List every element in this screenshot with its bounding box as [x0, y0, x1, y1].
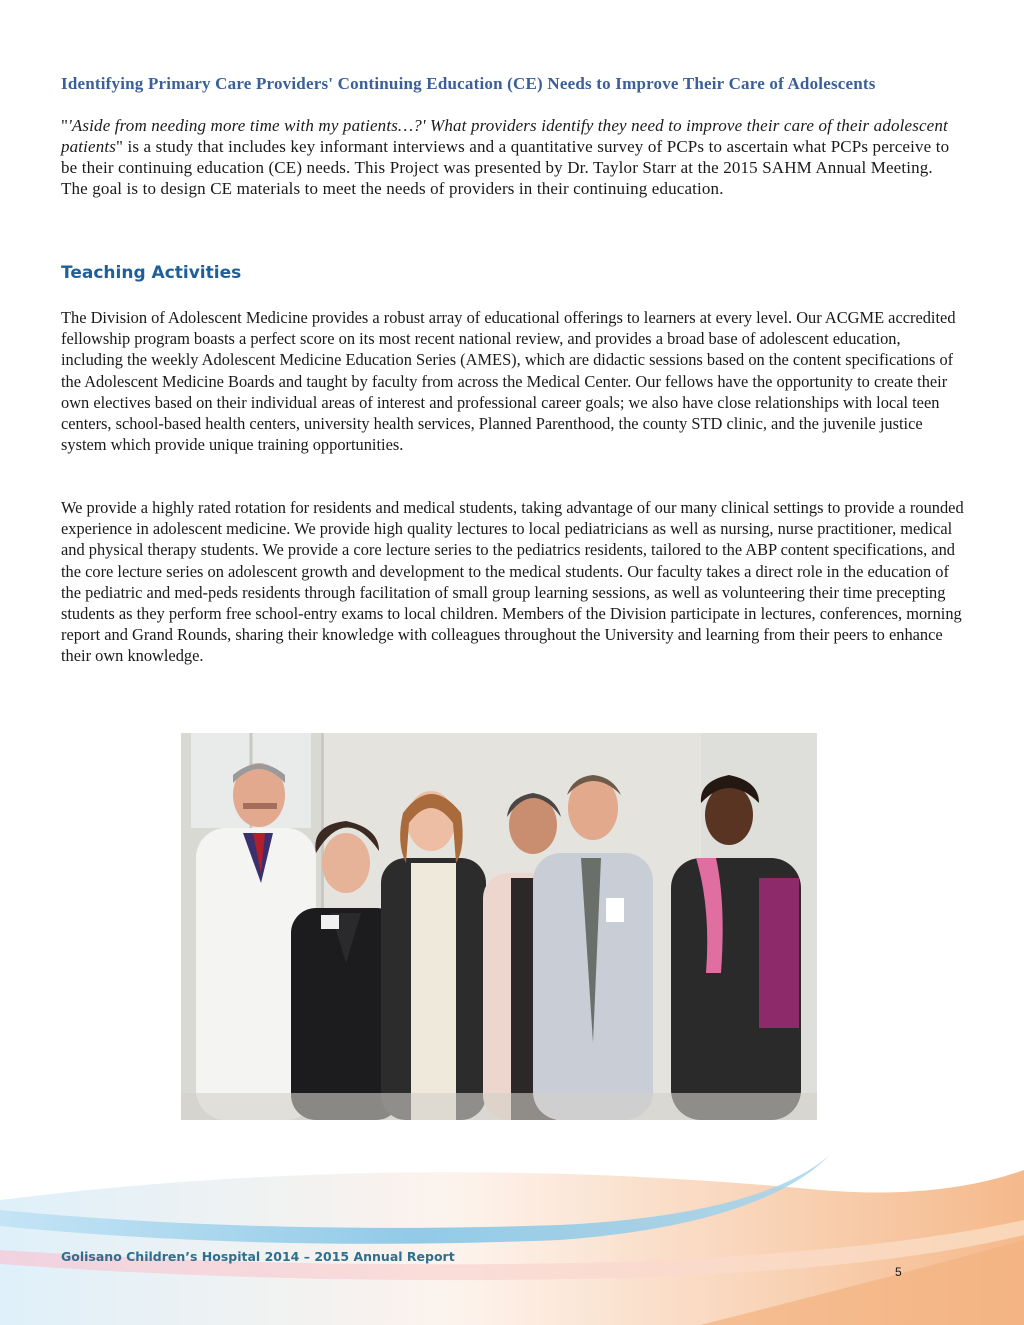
- faculty-group-photo: [181, 733, 817, 1120]
- ce-needs-title: Identifying Primary Care Providers' Continuing Education (CE) Needs to Improve Their Care of Adolescents: [61, 74, 876, 93]
- ce-needs-body: [61, 115, 961, 199]
- open-quote: ": [61, 116, 69, 135]
- teaching-paragraph-1: The Division of Adolescent Medicine provides a robust array of educational offerings to learners at every level. Our ACGME accredited fellowship program boasts a perfect score on its most recent national review, and provides a broad base of adolescent education, including the weekly Adolescent Medicine Education Series (AMES), which are didactic sessions based on the content specifications of the Adolescent Medicine Boards and taught by faculty from across the Medical Center. Our fellows have the opportunity to create their own electives based on their individual areas of interest and professional career goals; we also have close relationships with local teen centers, school-based health centers, university health services, Planned Parenthood, the county STD clinic, and the juvenile justice system which provide unique training opportunities.: [61, 308, 956, 455]
- teaching-activities-heading: Teaching Activities: [61, 263, 242, 283]
- footer-wave-graphic: [0, 1130, 1024, 1325]
- annual-report-footer: Golisano Children’s Hospital 2014 – 2015 Annual Report: [61, 1249, 455, 1264]
- ce-needs-description: " is a study that includes key informant interviews and a quantitative survey of PCPs to ascertain what PCPs perceive to be their continuing education (CE) needs. This Project was presented by Dr. Taylor Starr at the 2015 SAHM Annual Meeting. The goal is to design CE materials to meet the needs of providers in their continuing education.: [61, 137, 950, 198]
- teaching-paragraph-2: We provide a highly rated rotation for residents and medical students, taking advantage of our many clinical settings to provide a rounded experience in adolescent medicine. We provide high quality lectures to local pediatricians as well as nursing, nurse practitioner, medical and physical therapy students. We provide a core lecture series to the pediatrics residents, tailored to the ABP content specifications, and the core lecture series on adolescent growth and development to the medical students. Our faculty takes a direct role in the education of the pediatric and med-peds residents through facilitation of small group learning sessions, as well as volunteering their time precepting students as they perform free school-entry exams to local children. Members of the Division participate in lectures, conferences, morning report and Grand Rounds, sharing their knowledge with colleagues throughout the University and learning from their peers to enhance their own knowledge.: [61, 498, 964, 666]
- page-number: 5: [895, 1265, 902, 1279]
- study-title: 'Aside from needing more time with my patients…?' What providers identify they need to improve their care of their adolescent patients: [61, 116, 948, 156]
